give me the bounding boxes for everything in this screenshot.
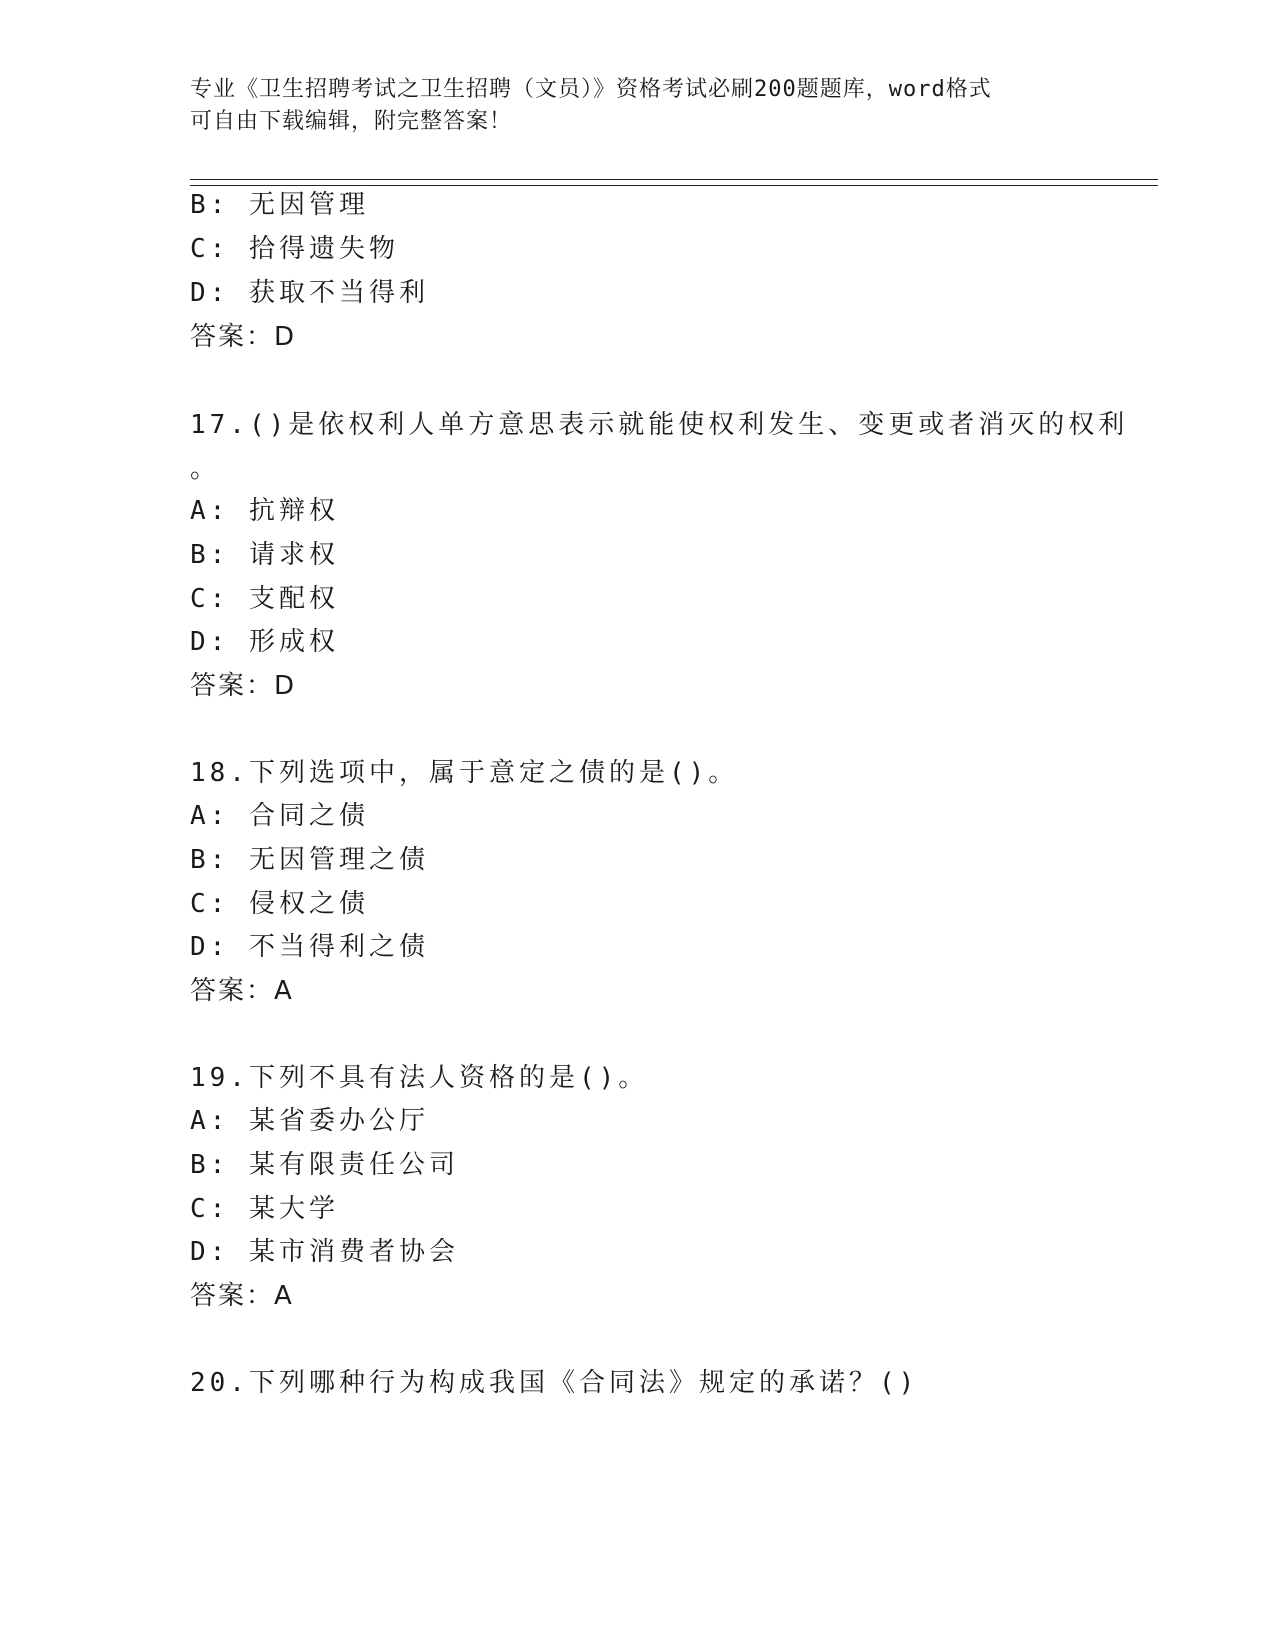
- q18-stem: 18.下列选项中，属于意定之债的是()。: [190, 758, 739, 788]
- q16-option-d: D: 获取不当得利: [190, 278, 429, 308]
- q19-option-a: A: 某省委办公厅: [190, 1106, 429, 1136]
- q18-answer: 答案：A: [190, 976, 294, 1006]
- header-title-line1: 专业《卫生招聘考试之卫生招聘（文员）》资格考试必刷200题题库，word格式: [190, 77, 992, 102]
- q18-option-c: C: 侵权之债: [190, 889, 369, 919]
- q20-stem: 20.下列哪种行为构成我国《合同法》规定的承诺？(): [190, 1368, 919, 1398]
- q16-option-b: B: 无因管理: [190, 190, 369, 220]
- q18-option-a: A: 合同之债: [190, 801, 369, 831]
- q18-option-d: D: 不当得利之债: [190, 932, 429, 962]
- q18-option-b: B: 无因管理之债: [190, 845, 429, 875]
- q17-option-d: D: 形成权: [190, 627, 339, 657]
- q19-stem: 19.下列不具有法人资格的是()。: [190, 1063, 649, 1093]
- q17-option-b: B: 请求权: [190, 540, 339, 570]
- q17-answer: 答案：D: [190, 671, 297, 701]
- q16-answer: 答案：D: [190, 322, 297, 352]
- q19-option-c: C: 某大学: [190, 1194, 339, 1224]
- q19-option-b: B: 某有限责任公司: [190, 1150, 459, 1180]
- q16-option-c: C: 拾得遗失物: [190, 234, 399, 264]
- q19-answer: 答案：A: [190, 1281, 294, 1311]
- q19-option-d: D: 某市消费者协会: [190, 1237, 459, 1267]
- q17-option-c: C: 支配权: [190, 584, 339, 614]
- q17-stem-line2: 。: [190, 454, 221, 484]
- q17-option-a: A: 抗辩权: [190, 496, 339, 526]
- q17-stem-line1: 17.()是依权利人单方意思表示就能使权利发生、变更或者消灭的权利: [190, 410, 1129, 440]
- header-title-line2: 可自由下载编辑，附完整答案！: [190, 109, 513, 134]
- page-header: [190, 74, 1090, 138]
